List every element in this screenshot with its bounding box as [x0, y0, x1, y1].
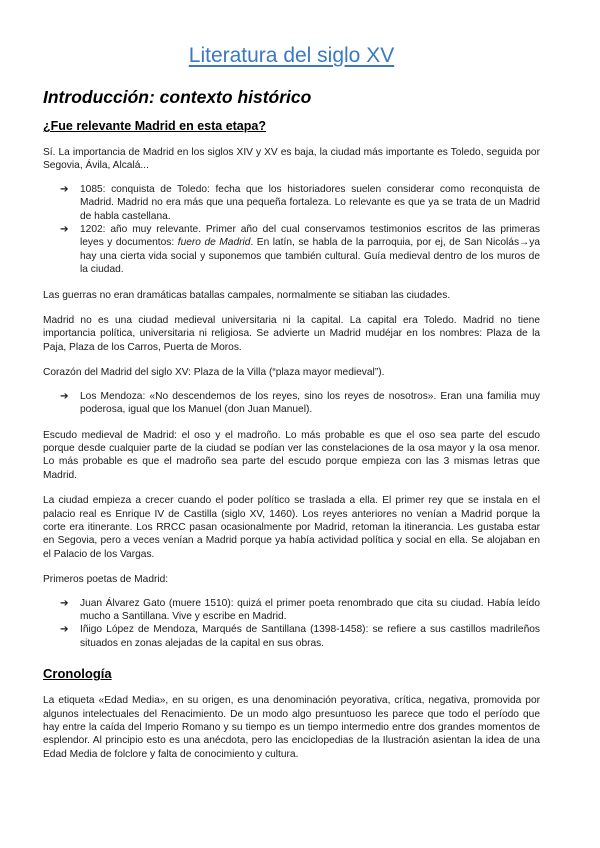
- list-item-text: 1085: conquista de Toledo: fecha que los historiadores suelen considerar como reconquista de Madrid. Madrid no era más que una pequeña fortaleza. Lo relevante es que ya se trata de un Madrid de habla castellana.: [80, 183, 540, 222]
- list-item-text: Iñigo López de Mendoza, Marqués de Santillana (1398-1458): se refiere a sus castillos madrileños situados en zonas alejadas de la capital en sus obras.: [80, 624, 540, 649]
- list-item: [60, 390, 540, 417]
- section-heading-intro: Introducción: contexto histórico: [43, 87, 312, 107]
- list-item-text: Juan Álvarez Gato (muere 1510): quizá el primer poeta renombrado que cita su ciudad. Había leído mucho a Santillana. Vive y escribe en Madrid.: [80, 597, 540, 622]
- paragraph-relevance: Sí. La importancia de Madrid en los siglos XIV y XV es baja, la ciudad más importante es Toledo, seguida por Segovia, Ávila, Alcalá...: [43, 147, 540, 172]
- arrow-bullet-icon: ➔: [60, 597, 69, 609]
- subheading-madrid: ¿Fue relevante Madrid en esta etapa?: [43, 119, 266, 133]
- paragraph-heart-of-madrid: Corazón del Madrid del siglo XV: Plaza de la Villa (“plaza mayor medieval”).: [43, 367, 385, 379]
- list-item: [60, 223, 540, 277]
- list-item: [60, 623, 540, 650]
- list-item: [60, 597, 540, 624]
- paragraph-wars: Las guerras no eran dramáticas batallas campales, normalmente se sitiaban las ciudades.: [43, 289, 451, 301]
- list-item-text: . En latín, se habla de la parroquia, por ej, de San Nicolás→ya hay una cierta vida social y suponemos que también cultural. Guía medieval dentro de los muros de la ciudad.: [80, 237, 540, 276]
- bullet-list-dates: [43, 183, 540, 277]
- arrow-bullet-icon: ➔: [60, 183, 69, 195]
- paragraph-not-capital: Madrid no es una ciudad medieval universitaria ni la capital. La capital era Toledo. Madrid no tiene importancia política, universitaria ni religiosa. Se advierte un Madrid mudéjar en los nombres: Plaza de la Paja, Plaza de los Carros, Puerta de Moros.: [43, 315, 540, 353]
- page-title: Literatura del siglo XV: [188, 44, 395, 67]
- paragraph-coat-of-arms: Escudo medieval de Madrid: el oso y el madroño. Lo más probable es que el oso sea parte del escudo porque desde cualquier parte de la ciudad se podían ver las constelaciones de la osa mayor y la osa menor. Lo más probable es que el madroño sea parte del escudo porque empieza con las 3 mismas letras que Madrid.: [43, 429, 540, 481]
- list-item-text: 1202: año muy relevante. Primer año del cual conservamos testimonios escritos de las primeras leyes y documentos:: [80, 224, 540, 249]
- arrow-bullet-icon: ➔: [60, 390, 69, 402]
- list-item: [60, 183, 540, 223]
- bullet-list-poets: [43, 597, 540, 651]
- bullet-list-mendoza: [43, 390, 540, 417]
- list-item-text: Los Mendoza: «No descendemos de los reyes, sino los reyes de nosotros». Eran una familia muy poderosa, igual que los Manuel (don Juan Manuel).: [80, 390, 540, 416]
- subheading-chronology: Cronología: [43, 666, 112, 682]
- arrow-bullet-icon: ➔: [60, 624, 69, 636]
- emphasis-text: fuero de Madrid: [177, 237, 251, 249]
- paragraph-middle-ages: La etiqueta «Edad Media», en su origen, es una denominación peyorativa, crítica, negativa, promovida por algunos intelectuales del Renacimiento. De un modo algo presuntuoso les parece que todo el período que hay entre la caída del Imperio Romano y su tiempo es un tiempo intermedio entre dos grandes momentos de esplendor. Al principio esto es una anécdota, pero las enciclopedias de la Ilustración asientan la idea de una Edad Media de folclore y falta de conocimiento y cultura.: [43, 695, 540, 760]
- paragraph-city-growth: La ciudad empieza a crecer cuando el poder político se traslada a ella. El primer rey que se instala en el palacio real es Enrique IV de Castilla (siglo XV, 1460). Los reyes anteriores no venían a Madrid porque la corte era itinerante. Los RRCC pasan ocasionalmente por Madrid, retoman la itinerancia. Les gustaba estar en Segovia, pero a veces venían a Madrid porque ya había actividad política y social en ella. Se alojaban en el Palacio de los Vargas.: [43, 495, 540, 560]
- arrow-bullet-icon: ➔: [60, 224, 69, 236]
- paragraph-first-poets: Primeros poetas de Madrid:: [43, 574, 169, 586]
